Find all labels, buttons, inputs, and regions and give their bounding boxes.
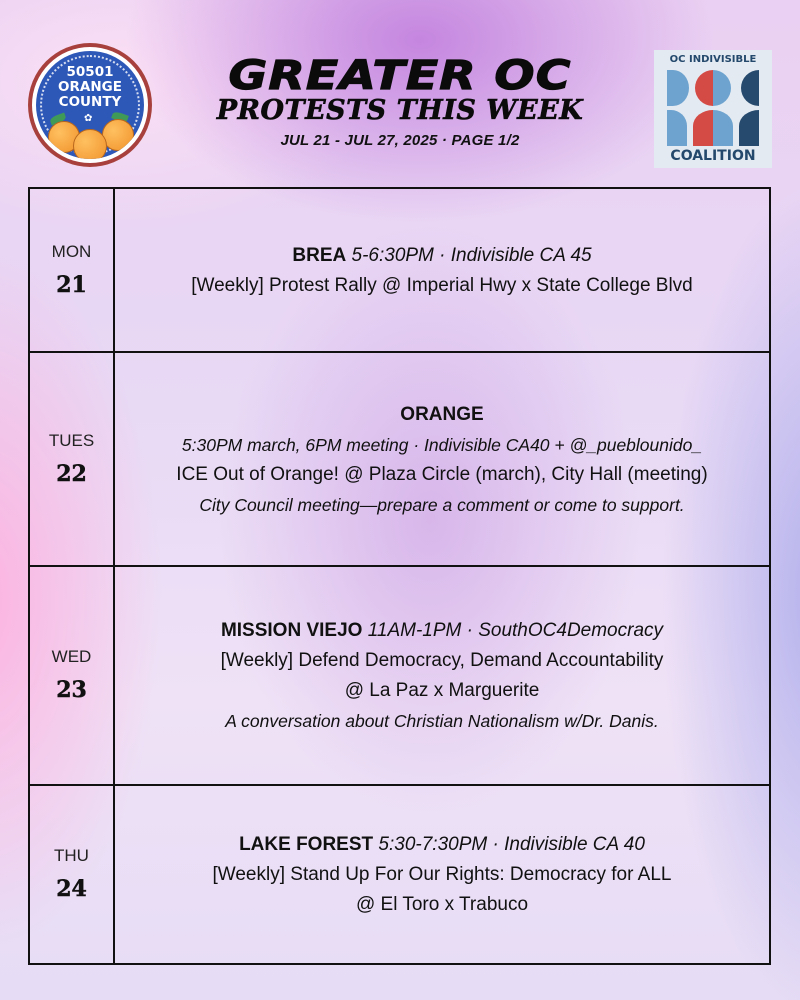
header bbox=[0, 0, 800, 180]
day-cell bbox=[30, 189, 115, 353]
page-title: GREATER OC bbox=[228, 53, 572, 99]
blossom-icon: ✿ bbox=[84, 113, 93, 124]
day-date: 23 bbox=[56, 677, 87, 703]
event-row-thu bbox=[30, 784, 769, 963]
event-row-mon bbox=[30, 189, 769, 353]
logo-line-2: ORANGE bbox=[58, 79, 122, 95]
day-name: TUES bbox=[48, 430, 95, 450]
event-location: @ La Paz x Marguerite bbox=[344, 680, 540, 701]
day-date: 21 bbox=[56, 272, 87, 298]
event-details: 5:30-7:30PM · Indivisible CA 40 bbox=[378, 833, 645, 855]
logo-bottom-text: COALITION bbox=[670, 148, 756, 164]
event-cell bbox=[115, 567, 769, 785]
day-cell bbox=[30, 786, 115, 963]
event-details: 5-6:30PM · Indivisible CA 45 bbox=[351, 245, 592, 266]
event-location: @ El Toro x Trabuco bbox=[355, 893, 529, 915]
event-cell bbox=[115, 189, 769, 353]
events-table bbox=[28, 187, 771, 965]
title-block bbox=[170, 53, 630, 150]
event-row-wed bbox=[30, 565, 769, 785]
logo-top-text: OC INDIVISIBLE bbox=[669, 54, 757, 65]
event-row-tues bbox=[30, 351, 769, 566]
event-details: 11AM-1PM · SouthOC4Democracy bbox=[367, 620, 664, 641]
day-cell bbox=[30, 353, 115, 566]
day-name: MON bbox=[51, 242, 92, 261]
event-city: LAKE FOREST bbox=[239, 833, 374, 855]
page-subtitle: PROTESTS THIS WEEK bbox=[216, 95, 584, 126]
oc-indivisible-coalition-logo bbox=[654, 50, 772, 168]
event-header bbox=[221, 616, 663, 646]
logo-line-1: 50501 bbox=[66, 64, 114, 80]
coalition-shapes-icon bbox=[667, 70, 759, 146]
event-details: 5:30PM march, 6PM meeting · Indivisible CA40 + @_pueblounido_ bbox=[181, 434, 703, 455]
event-header bbox=[239, 830, 645, 860]
event-header bbox=[292, 241, 591, 271]
event-title: [Weekly] Defend Democracy, Demand Accountability bbox=[220, 650, 664, 671]
event-cell bbox=[115, 786, 769, 963]
day-name: WED bbox=[51, 647, 92, 666]
day-name: THU bbox=[54, 845, 89, 865]
day-date: 24 bbox=[56, 875, 87, 902]
event-note: A conversation about Christian Nationalism w/Dr. Danis. bbox=[225, 711, 659, 731]
event-cell bbox=[115, 353, 769, 566]
day-date: 22 bbox=[56, 460, 87, 487]
event-city: MISSION VIEJO bbox=[220, 620, 363, 641]
day-cell bbox=[30, 567, 115, 785]
event-note: City Council meeting—prepare a comment or come to support. bbox=[199, 494, 685, 515]
event-city: BREA bbox=[292, 245, 347, 266]
event-city: ORANGE bbox=[400, 403, 484, 425]
event-title: [Weekly] Protest Rally @ Imperial Hwy x State College Blvd bbox=[191, 275, 693, 296]
event-title: ICE Out of Orange! @ Plaza Circle (march), City Hall (meeting) bbox=[176, 463, 708, 485]
orange-fruit-icon bbox=[73, 129, 107, 159]
logo-line-3: COUNTY bbox=[58, 94, 122, 110]
date-range: JUL 21 - JUL 27, 2025 · PAGE 1/2 bbox=[280, 132, 520, 149]
event-title: [Weekly] Stand Up For Our Rights: Democracy for ALL bbox=[212, 863, 672, 885]
